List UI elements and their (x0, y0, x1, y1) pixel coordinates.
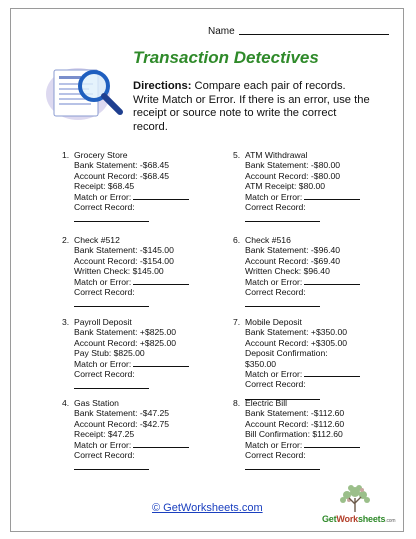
correct-record-blank[interactable] (245, 221, 320, 222)
problem-number: 2. (62, 235, 70, 245)
record-line: Account Record: +$305.00 (245, 337, 348, 348)
problem-number: 7. (233, 317, 241, 327)
correct-record-blank[interactable] (245, 306, 320, 307)
correct-record-label: Correct Record: (74, 369, 135, 380)
record-line: Account Record: +$825.00 (74, 337, 177, 348)
match-or-error-blank[interactable] (133, 199, 189, 200)
record-line: Account Record: -$69.40 (245, 255, 341, 266)
worksheet-title: Transaction Detectives (133, 48, 319, 67)
problem-body (245, 398, 405, 470)
record-line: Bank Statement: +$825.00 (74, 327, 177, 338)
record-line: $350.00 (245, 358, 277, 369)
problem-title: ATM Withdrawal (245, 150, 308, 160)
record-line: Bill Confirmation: $112.60 (245, 429, 343, 440)
match-or-error-label: Match or Error: (245, 369, 303, 380)
problem-body (74, 398, 234, 470)
problem-title: Electric Bill (245, 398, 288, 408)
match-or-error-blank[interactable] (133, 447, 189, 448)
problem-number: 3. (62, 317, 70, 327)
record-line: Account Record: -$154.00 (74, 255, 174, 266)
problem-number: 8. (233, 398, 241, 408)
directions-text (133, 80, 373, 134)
match-or-error-row (74, 277, 234, 287)
name-blank-line (239, 34, 389, 35)
record-line: Bank Statement: -$96.40 (245, 245, 341, 256)
match-or-error-label: Match or Error: (245, 439, 303, 450)
match-or-error-row (74, 440, 234, 450)
record-line: Bank Statement: -$47.25 (74, 408, 170, 419)
match-or-error-blank[interactable] (133, 366, 189, 367)
problem-number: 4. (62, 398, 70, 408)
match-or-error-blank[interactable] (304, 199, 360, 200)
correct-record-label: Correct Record: (245, 202, 306, 213)
correct-record-blank[interactable] (74, 469, 149, 470)
problem-title: Gas Station (74, 398, 119, 408)
correct-record-label: Correct Record: (245, 287, 306, 298)
problem-body (245, 235, 405, 307)
problem-body (245, 150, 405, 222)
record-line: Account Record: -$42.75 (74, 418, 170, 429)
correct-record-blank[interactable] (74, 306, 149, 307)
match-or-error-row (74, 192, 234, 202)
name-label: Name (208, 26, 235, 37)
match-or-error-label: Match or Error: (245, 191, 303, 202)
record-line: Bank Statement: +$350.00 (245, 327, 348, 338)
match-or-error-label: Match or Error: (74, 191, 132, 202)
getworksheets-logo-text: GetWorksheets.com (322, 514, 396, 524)
name-field (208, 26, 389, 37)
match-or-error-label: Match or Error: (245, 276, 303, 287)
match-or-error-label: Match or Error: (74, 358, 132, 369)
record-line: Account Record: -$68.45 (74, 170, 170, 181)
record-line: ATM Receipt: $80.00 (245, 181, 326, 192)
match-or-error-row (245, 192, 405, 202)
match-or-error-blank[interactable] (304, 447, 360, 448)
problem-title: Grocery Store (74, 150, 128, 160)
match-or-error-blank[interactable] (304, 284, 360, 285)
record-line: Bank Statement: -$112.60 (245, 408, 345, 419)
match-or-error-label: Match or Error: (74, 439, 132, 450)
magnifier-document-icon (44, 60, 128, 122)
problem-title: Check #512 (74, 235, 120, 245)
correct-record-label: Correct Record: (245, 379, 306, 390)
record-line: Written Check: $145.00 (74, 266, 164, 277)
correct-record-label: Correct Record: (245, 450, 306, 461)
record-line: Pay Stub: $825.00 (74, 348, 145, 359)
directions-label: Directions: (133, 80, 192, 92)
record-line: Deposit Confirmation: (245, 348, 328, 359)
match-or-error-blank[interactable] (133, 284, 189, 285)
record-line: Account Record: -$80.00 (245, 170, 341, 181)
problem-body (74, 235, 234, 307)
correct-record-blank[interactable] (74, 221, 149, 222)
directions-body: Compare each pair of records. Write Match or Error. If there is an error, use the receipt or source note to write the correct record. (133, 80, 370, 133)
match-or-error-blank[interactable] (304, 376, 360, 377)
record-line: Bank Statement: -$80.00 (245, 160, 341, 171)
record-line: Account Record: -$112.60 (245, 418, 345, 429)
record-line: Bank Statement: -$68.45 (74, 160, 170, 171)
problem-title: Payroll Deposit (74, 317, 132, 327)
record-line: Receipt: $68.45 (74, 181, 135, 192)
problem-body (245, 317, 405, 400)
problem-number: 5. (233, 150, 241, 160)
correct-record-label: Correct Record: (74, 202, 135, 213)
record-line: Bank Statement: -$145.00 (74, 245, 174, 256)
record-line: Written Check: $96.40 (245, 266, 330, 277)
correct-record-label: Correct Record: (74, 450, 135, 461)
match-or-error-row (245, 369, 405, 379)
match-or-error-row (245, 440, 405, 450)
match-or-error-row (245, 277, 405, 287)
match-or-error-label: Match or Error: (74, 276, 132, 287)
problem-number: 6. (233, 235, 241, 245)
correct-record-blank[interactable] (245, 469, 320, 470)
correct-record-blank[interactable] (74, 388, 149, 389)
correct-record-label: Correct Record: (74, 287, 135, 298)
record-line: Receipt: $47.25 (74, 429, 135, 440)
getworksheets-link[interactable]: © GetWorksheets.com (152, 502, 263, 514)
problem-body (74, 317, 234, 389)
problem-title: Mobile Deposit (245, 317, 302, 327)
problem-title: Check #516 (245, 235, 291, 245)
match-or-error-row (74, 359, 234, 369)
problem-body (74, 150, 234, 222)
problem-number: 1. (62, 150, 70, 160)
